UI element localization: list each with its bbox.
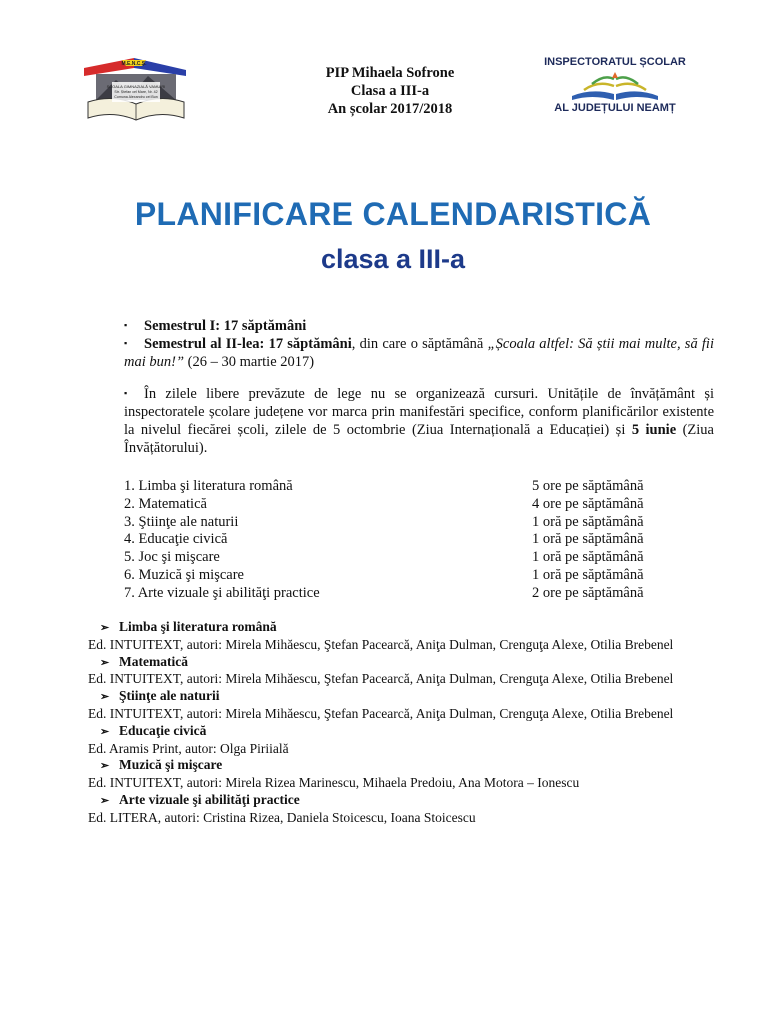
subject-hours: 1 oră pe săptămână bbox=[532, 531, 644, 548]
bullet-icon: ▪ bbox=[124, 320, 128, 330]
book-emblem-icon bbox=[568, 70, 662, 102]
textbook-heading: ➢ Ştiinţe ale naturii bbox=[88, 688, 714, 706]
textbook-details: Ed. INTUITEXT, autori: Mirela Mihăescu, Ştefan Pacearcă, Aniţa Dulman, Crenguţa Alexe, Otilia Brebenel bbox=[88, 705, 674, 721]
subject-row bbox=[124, 478, 664, 496]
svg-text:Str. Ștefan cel Mare, Nr. 42: Str. Ștefan cel Mare, Nr. 42 bbox=[114, 90, 158, 94]
subject-name: 2. Matematică bbox=[124, 495, 207, 512]
semester-two-text: , din care o săptămână bbox=[351, 336, 488, 352]
logo-acronym: M.E.N.C.Ș. bbox=[121, 61, 147, 67]
textbook-details: Ed. INTUITEXT, autori: Mirela Mihăescu, Ştefan Pacearcă, Aniţa Dulman, Crenguţa Alexe, Otilia Brebenel bbox=[88, 671, 674, 687]
arrow-bullet-icon: ➢ bbox=[100, 691, 110, 704]
subject-hours: 1 oră pe săptămână bbox=[532, 513, 644, 530]
semester-two-label: Semestrul al II-lea: 17 săptămâni bbox=[144, 336, 352, 352]
textbook-details: Ed. Aramis Print, autor: Olga Piriială bbox=[88, 740, 289, 756]
subject-row bbox=[124, 514, 664, 532]
semester-two-dates: (26 – 30 martie 2017) bbox=[184, 354, 315, 370]
svg-text:ȘCOALA GIMNAZIALĂ VAMUIRI: ȘCOALA GIMNAZIALĂ VAMUIRI bbox=[106, 84, 166, 89]
subject-row bbox=[124, 531, 664, 549]
bullet-icon: ▪ bbox=[124, 388, 128, 398]
school-logo bbox=[82, 54, 190, 124]
holidays-text-b: (Ziua Învățătorului). bbox=[124, 422, 714, 456]
semester-one bbox=[124, 316, 714, 335]
page-title: PLANIFICARE CALENDARISTICĂ bbox=[134, 196, 652, 232]
subject-row bbox=[124, 567, 664, 585]
subject-hours: 1 oră pe săptămână bbox=[532, 566, 644, 583]
subject-hours: 4 ore pe săptămână bbox=[532, 495, 644, 512]
school-year: An școlar 2017/2018 bbox=[327, 101, 453, 117]
subjects-list bbox=[124, 478, 664, 603]
holidays-bold-date: 5 iunie bbox=[631, 422, 677, 438]
textbooks-list bbox=[88, 619, 714, 827]
textbook-heading: ➢ Limba şi literatura română bbox=[88, 619, 714, 637]
subject-name: 5. Joc şi mişcare bbox=[124, 549, 220, 566]
bullet-icon: ▪ bbox=[124, 338, 128, 348]
arrow-bullet-icon: ➢ bbox=[100, 794, 110, 807]
subject-row bbox=[124, 549, 664, 567]
textbook-details: Ed. INTUITEXT, autori: Mirela Mihăescu, Ştefan Pacearcă, Aniţa Dulman, Crenguţa Alexe, Otilia Brebenel bbox=[88, 636, 674, 652]
subject-name: 1. Limba şi literatura română bbox=[124, 478, 293, 494]
subject-hours: 1 oră pe săptămână bbox=[532, 549, 644, 566]
inspectorate-logo-bottom-text: AL JUDEȚULUI NEAMȚ bbox=[554, 102, 676, 114]
textbook-heading: ➢ Arte vizuale şi abilităţi practice bbox=[88, 792, 714, 810]
teacher-name: PIP Mihaela Sofrone bbox=[325, 65, 455, 81]
class-name: Clasa a III-a bbox=[350, 83, 430, 99]
arrow-bullet-icon: ➢ bbox=[100, 760, 110, 773]
textbook-heading: ➢ Matematică bbox=[88, 654, 714, 672]
holidays-paragraph bbox=[124, 384, 714, 457]
textbook-details: Ed. INTUITEXT, autori: Mirela Rizea Marinescu, Mihaela Predoiu, Ana Motora – Ionescu bbox=[88, 775, 580, 791]
inspectorate-logo bbox=[540, 56, 690, 116]
subject-name: 7. Arte vizuale şi abilităţi practice bbox=[124, 584, 320, 601]
subject-hours: 2 ore pe săptămână bbox=[532, 584, 644, 601]
header-info bbox=[290, 64, 490, 118]
textbook-heading: ➢ Muzică şi mişcare bbox=[88, 757, 714, 775]
subject-name: 3. Ştiinţe ale naturii bbox=[124, 513, 239, 530]
textbook-details: Ed. LITERA, autori: Cristina Rizea, Daniela Stoicescu, Ioana Stoicescu bbox=[88, 809, 476, 825]
subject-hours: 5 ore pe săptămână bbox=[532, 478, 644, 494]
subject-row bbox=[124, 585, 664, 603]
page-subtitle: clasa a III-a bbox=[320, 244, 466, 274]
textbook-heading: ➢ Educaţie civică bbox=[88, 723, 714, 741]
semester-two bbox=[124, 334, 714, 371]
inspectorate-logo-top-text: INSPECTORATUL ȘCOLAR bbox=[544, 56, 686, 68]
semester-one-text: Semestrul I: 17 săptămâni bbox=[144, 318, 307, 334]
arrow-bullet-icon: ➢ bbox=[100, 725, 110, 738]
svg-text:Comuna Alexandru cel Bun: Comuna Alexandru cel Bun bbox=[114, 95, 158, 99]
holidays-text-a: În zilele libere prevăzute de lege nu se organizează cursuri. Unitățile de învățământ și inspectoratele școlare județene vor marca prin manifestări specifice, conform planificărilor existente la nivelul fiecărei școli, zilele de 5 octombrie (Ziua Internațională a Educației) și bbox=[124, 386, 714, 438]
arrow-bullet-icon: ➢ bbox=[100, 622, 110, 634]
subject-name: 4. Educaţie civică bbox=[124, 531, 228, 548]
school-different-week: „Școala altfel: Să știi mai multe, să fii mai bun!” bbox=[124, 336, 714, 370]
subject-row bbox=[124, 496, 664, 514]
subject-name: 6. Muzică şi mişcare bbox=[124, 566, 244, 583]
arrow-bullet-icon: ➢ bbox=[100, 656, 110, 669]
